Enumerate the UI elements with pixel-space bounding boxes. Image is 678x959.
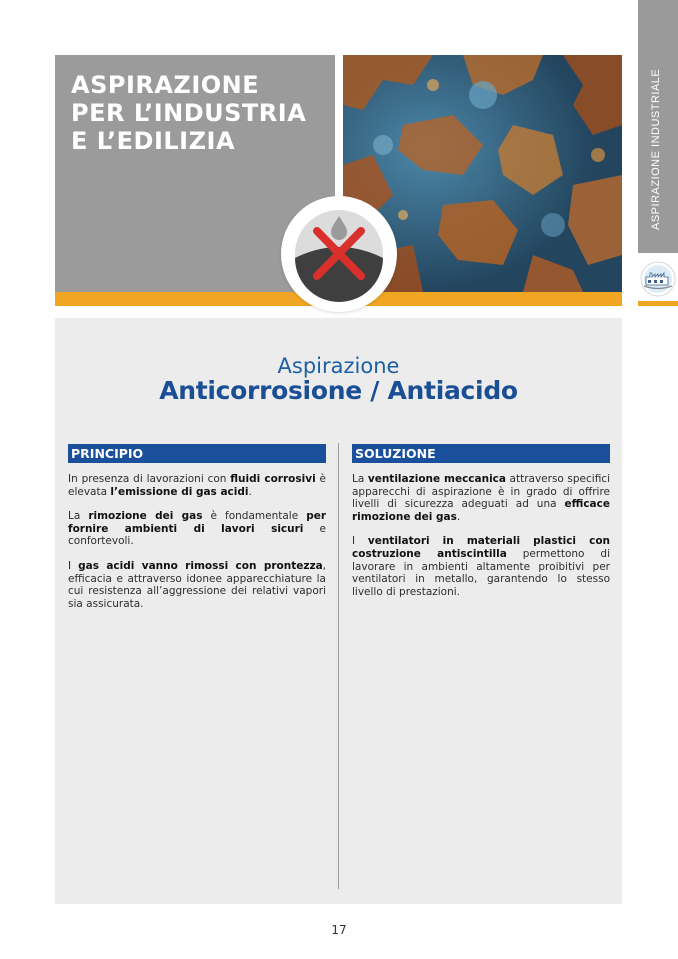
content-subtitle: Aspirazione	[277, 354, 400, 378]
page-number: 17	[331, 923, 347, 937]
soluzione-heading: SOLUZIONE	[352, 444, 610, 463]
soluzione-column	[352, 444, 610, 598]
principio-column	[68, 444, 326, 610]
principio-paragraph: I gas acidi vanno rimossi con prontezza, efficacia e attraverso idonee apparecchiature la cui resistenza all’aggressione dei relativi vapori sia assicurata.	[68, 559, 326, 610]
header-title-line: PER L’INDUSTRIA	[71, 99, 307, 127]
principio-paragraph: La rimozione dei gas è fondamentale per fornire ambienti di lavori sicuri e confortevoli.	[68, 510, 327, 548]
principio-paragraph: In presenza di lavorazioni con fluidi corrosivi è elevata l’emissione di gas acidi.	[68, 473, 326, 498]
industry-icon	[638, 253, 678, 301]
header-title-line: ASPIRAZIONE	[71, 71, 260, 99]
corrosion-no-icon	[281, 196, 397, 312]
principio-heading: PRINCIPIO	[68, 444, 326, 463]
header-title	[71, 71, 306, 155]
column-divider	[338, 443, 339, 889]
content-panel	[55, 318, 622, 904]
soluzione-paragraph: I ventilatori in materiali plastici con costruzione antiscintilla permettono di lavorare in ambienti altamente proibitivi per ventilatori in metallo, garantendo lo stesso livello di prestazioni.	[352, 535, 611, 598]
soluzione-paragraph: La ventilazione meccanica attraverso specifici apparecchi di aspirazione è in grado di offrire livelli di sicurezza adeguati ad una efficace rimozione dei gas.	[352, 473, 610, 523]
side-tab-label: ASPIRAZIONE INDUSTRIALE	[650, 68, 662, 230]
content-title: Anticorrosione / Antiacido	[159, 376, 518, 405]
side-accent-bar	[638, 301, 678, 306]
header-title-line: E L’EDILIZIA	[71, 127, 236, 155]
